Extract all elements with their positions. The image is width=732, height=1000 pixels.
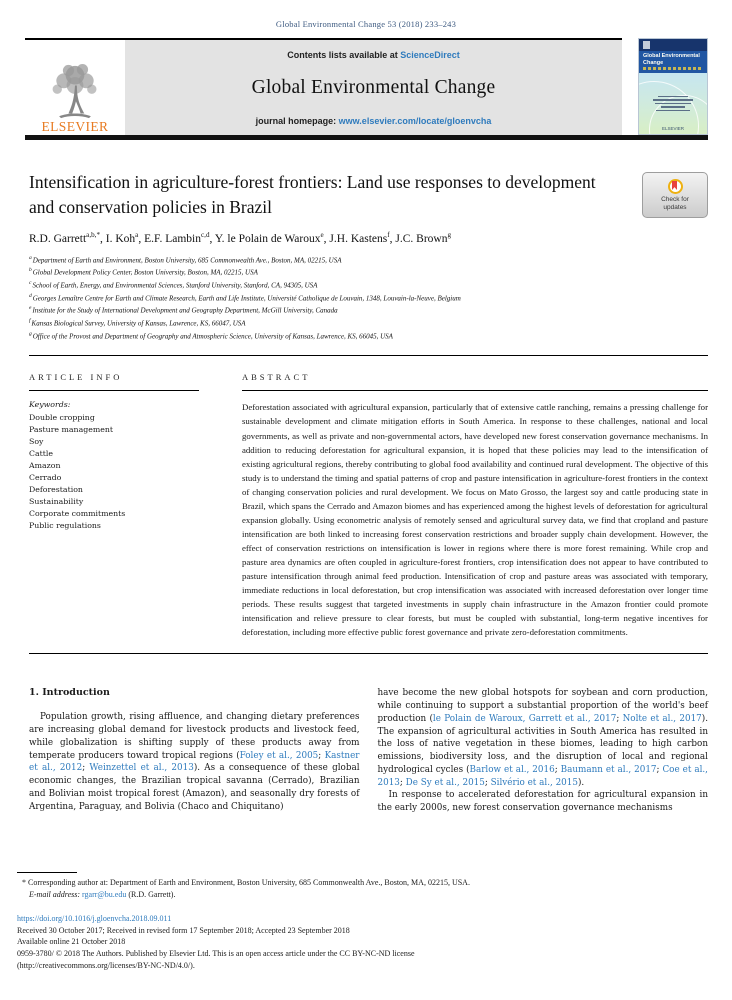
contents-prefix: Contents lists available at [287,50,401,60]
text-segment: , J.H. Kastens [323,232,388,245]
intro-paragraph [29,711,360,813]
keyword-item: Cerrado [29,472,62,482]
citation-link[interactable]: Kastner et al., 2012 [29,750,360,774]
elsevier-logo [25,40,125,135]
introduction-section [29,687,708,815]
cover-header-strip [639,39,707,51]
elsevier-tree-icon [47,63,103,121]
body-left-column [29,687,360,815]
footnote-rule [17,872,77,873]
intro-paragraph [378,789,709,815]
keyword-item: Amazon [29,460,61,470]
text-segment: g [447,231,452,239]
cover-publisher: ELSEVIER [661,126,684,131]
intro-paragraph [378,687,709,789]
keyword-item: Public regulations [29,521,101,531]
body-right-column [378,687,709,815]
citation-link[interactable]: le Polain de Waroux, Garrett et al., 2017 [432,713,617,724]
doi-link[interactable]: https://doi.org/10.1016/j.gloenvcha.2018.09.011 [17,914,172,924]
text-segment: ; [318,750,325,761]
text-segment: e [320,231,324,239]
email-link[interactable]: rgarr@bu.edu [82,889,127,899]
citation-link[interactable]: Foley et al., 2005 [239,750,319,761]
contents-line [287,50,460,60]
citation-link[interactable]: Coe et al., 2013 [377,764,708,788]
text-segment: R.D. Garrett [29,232,87,245]
article-info-heading: ARTICLE INFO [29,356,199,391]
abstract-heading: ABSTRACT [242,356,708,391]
keyword-item: Soy [29,436,44,446]
journal-title: Global Environmental Change [251,77,496,98]
cover-title: Global Environmental Change [643,53,700,66]
text-segment: ; [616,713,623,724]
sciencedirect-link[interactable]: ScienceDirect [400,50,460,60]
text-segment: , E.F. Lambin [138,232,201,245]
text-segment: a,b,* [86,231,101,239]
cover-emblem-icon [643,41,650,49]
affiliation-item: $^f$Kansas Biological Survey, University of Kansas, Lawrence, KS, 66047, USA [29,318,246,328]
article-title: Intensification in agriculture-forest frontiers: Land use responses to development and conservation policies in Brazil [29,172,596,217]
keyword-item: Cattle [29,448,53,458]
page-footer [17,872,708,971]
text-segment: ). The expansion of agricultural activities in South America has resulted in the loss of native vegetation in these biomes, leading to high carbon emissions, biodiversity loss, and the disruption of local and regional hydrological cycles ( [377,713,708,775]
banner-main [25,38,622,135]
homepage-prefix: journal homepage: [255,116,339,126]
license-line: (http://creativecommons.org/licenses/BY-NC-ND/4.0/). [17,960,195,970]
text-segment: ; [484,777,491,788]
text-segment: ). As a consequence of these global economic changes, the Brazilian tropical savanna (Cerrado), Brazilian and Bolivian moist tropical forest (Amazon), and seasonally dry forests of Argentina, Paraguay, and Bolivia (Chaco and Chiquitano) [29,763,360,812]
citation-link[interactable]: Barlow et al., 2016 [469,764,555,775]
article-info-column [29,356,199,639]
citation-link[interactable]: Nolte et al., 2017 [622,713,702,724]
email-label: E-mail address: [29,889,83,899]
keyword-item: Corporate commitments [29,509,126,519]
keyword-item: Pasture management [29,424,113,434]
affiliation-item: $^c$School of Earth, Energy, and Environmental Sciences, Stanford University, Stanford, CA, 94305, USA [29,280,318,290]
journal-citation-header: Global Environmental Change 53 (2018) 233–243 [275,19,457,29]
keywords-list [29,391,199,532]
citation-link[interactable]: Silvério et al., 2015 [490,777,578,788]
citation-link[interactable]: Weinzettel et al., 2013 [89,763,194,774]
text-segment: c,d [201,231,210,239]
text-segment: , I. Koh [100,232,136,245]
affiliations-list [29,254,708,343]
text-segment: , J.C. Brown [389,232,448,245]
journal-cover [638,38,708,135]
cover-title-band [639,51,707,73]
keyword-item: Sustainability [29,497,84,507]
text-segment: ). [577,777,585,788]
affiliation-item: $^d$Georges Lemaître Centre for Earth and Climate Research, Earth and Life Institute, Université Catholique de Louvain, 1348, Louvain-la-Neuve, Belgium [29,292,461,303]
cover-text-lines [651,94,695,114]
affiliation-item: $^g$Office of the Provost and Department of Geography and Atmospheric Science, University of Kansas, Lawrence, KS, 66045, USA [29,330,393,341]
text-segment: ; [656,764,663,775]
homepage-line [256,116,492,126]
text-segment: , Y. le Polain de Waroux [209,232,321,245]
section-divider [29,653,708,654]
text-segment: ; [554,764,561,775]
keyword-item: Double cropping [29,412,95,422]
journal-banner [25,38,708,135]
text-segment: ; [399,777,406,788]
check-updates-icon [668,179,683,194]
copyright-line: 0959-3780/ © 2018 The Authors. Published by Elsevier Ltd. This is an open access article under the CC BY-NC-ND license [17,948,415,958]
available-online: Available online 21 October 2018 [17,937,126,947]
received-dates: Received 30 October 2017; Received in revised form 17 September 2018; Accepted 23 September 2018 [17,925,350,935]
citation-link[interactable]: Baumann et al., 2017 [560,764,657,775]
keywords-label: Keywords: [29,400,71,410]
keyword-item: Deforestation [29,484,83,494]
cover-artwork [639,73,707,134]
citation-link[interactable]: De Sy et al., 2015 [405,777,485,788]
journal-homepage-link[interactable]: www.elsevier.com/locate/gloenvcha [338,116,492,126]
text-segment: f [387,231,390,239]
affiliation-item: $^e$Institute for the Study of International Development and Geography Department, McGill University, Canada [29,305,338,315]
elsevier-wordmark: ELSEVIER [41,119,109,134]
abstract-text: Deforestation associated with agricultural expansion, particularly that of extensive cattle ranching, remains a pressing challenge for sustainable development and climate mitigation efforts in South America. In response to these challenges, national and local governments, as well as private and non-governmental actors, have developed new forest conservation governance mechanisms. In addition to reducing deforestation for agricultural expansion, it is hoped that these policies may lead to the intensification of existing agricultural regions, thereby contributing to global food availability and continued rural development. The objective of this study is to understand the timing and spatial patterns of crop and pasture intensification in agriculture-forest frontiers in the context of changing conservation policies and rural development. We focus on Mato Grosso, the largest soy and cattle producing state in Brazil, which spans the Cerrado and Amazon biomes and has experienced among the highest levels of deforestation for agricultural expansion globally. Using econometric analysis of remotely sensed and agricultural survey data, we find that cropland and pasture intensification are both linked to increasing forest conservation restrictions and broader supply chain development. However, the effect of conservation restrictions on intensification is lower in regions where there is more forest remaining. While crop and pasture area dynamics are often coupled in agriculture-forest frontiers, crop intensification does not appear to have contributed to pasture intensification through animal feed production. Intensification of crop and pasture areas was associated with temporary, immediate reductions in local deforestation, but crop intensification was associated with increased deforestation over longer time periods. These results suggest that targeted investments in supply chain infrastructure in the Amazon frontier could promote intensification and relieve pressure to clear forests, but must be coupled with substantial, long-term negative incentives for deforestation, including more effective public forest governance and private zero-deforestation commitments. [242,402,708,638]
text-segment: a [135,231,139,239]
banner-divider-bar [25,135,708,140]
introduction-heading: 1. Introduction [29,687,110,699]
affiliation-item: $^a$Department of Earth and Environment, Boston University, 685 Commonwealth Ave., Boston, MA, 02215, USA [29,254,342,265]
affiliation-item: $^b$Global Development Policy Center, Boston University, Boston, MA, 02215, USA [29,267,258,277]
authors-line [29,231,708,245]
email-note [17,889,708,901]
cover-subtitle-rule [643,67,703,70]
check-for-updates-badge[interactable] [642,172,708,218]
text-segment: In response to accelerated deforestation for agricultural expansion in the early 2000s, new forest conservation governance mechanisms [377,790,708,814]
abstract-column [242,356,708,639]
corresponding-author-note: * Corresponding author at: Department of Earth and Environment, Boston University, 685 Commonwealth Ave., Boston, MA, 02215, USA. [22,878,470,887]
text-segment: have become the new global hotspots for soybean and corn production, while continuing to support a substantial proportion of the world's beef production ( [377,688,708,724]
text-segment: Population growth, rising affluence, and changing dietary preferences are increasing global demand for livestock products and livestock feed, while globalization is shifting supply of these products away from temperate producers toward tropical regions ( [29,712,360,761]
email-suffix: (R.D. Garrett). [126,889,176,899]
banner-gray-box [125,40,622,135]
text-segment: ; [82,763,90,774]
publication-info [17,913,708,971]
check-updates-label: Check for updates [661,196,689,211]
